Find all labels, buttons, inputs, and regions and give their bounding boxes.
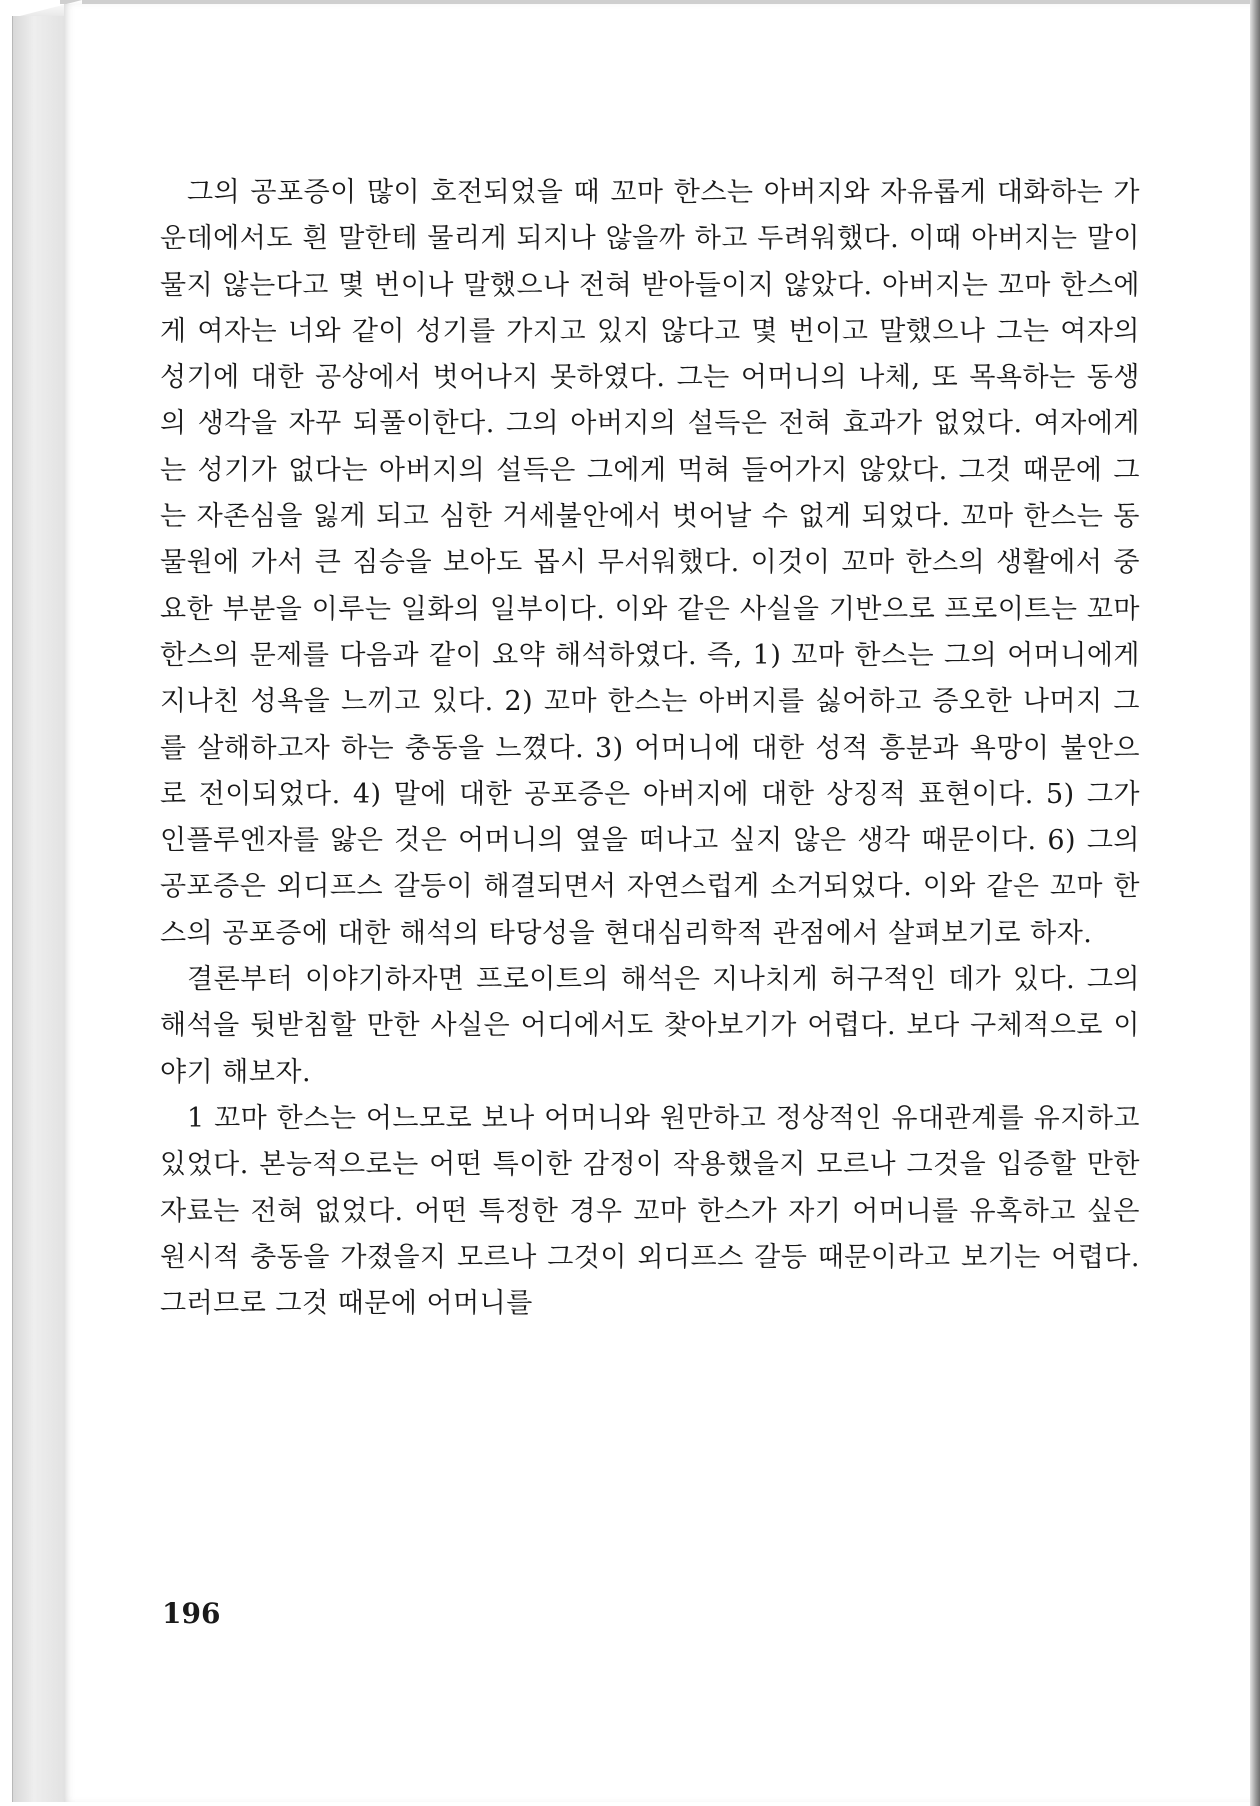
book-right-edge (1250, 0, 1260, 1806)
paragraph-1: 그의 공포증이 많이 호전되었을 때 꼬마 한스는 아버지와 자유롭게 대화하는 가운데에서도 흰 말한테 물리게 되지나 않을까 하고 두려워했다. 이때 아버지는 말이 물지 않는다고 몇 번이나 말했으나 전혀 받아들이지 않았다. 아버지는 꼬마 한스에게 여자는 너와 같이 성기를 가지고 있지 않다고 몇 번이고 말했으나 그는 여자의 성기에 대한 공상에서 벗어나지 못하였다. 그는 어머니의 나체, 또 목욕하는 동생의 생각을 자꾸 되풀이한다. 그의 아버지의 설득은 전혀 효과가 없었다. 여자에게는 성기가 없다는 아버지의 설득은 그에게 먹혀 들어가지 않았다. 그것 때문에 그는 자존심을 잃게 되고 심한 거세불안에서 벗어날 수 없게 되었다. 꼬마 한스는 동물원에 가서 큰 짐승을 보아도 몹시 무서워했다. 이것이 꼬마 한스의 생활에서 중요한 부분을 이루는 일화의 일부이다. 이와 같은 사실을 기반으로 프로이트는 꼬마 한스의 문제를 다음과 같이 요약 해석하였다. 즉, 1) 꼬마 한스는 그의 어머니에게 지나친 성욕을 느끼고 있다. 2) 꼬마 한스는 아버지를 싫어하고 증오한 나머지 그를 살해하고자 하는 충동을 느꼈다. 3) 어머니에 대한 성적 흥분과 욕망이 불안으로 전이되었다. 4) 말에 대한 공포증은 아버지에 대한 상징적 표현이다. 5) 그가 인플루엔자를 앓은 것은 어머니의 옆을 떠나고 싶지 않은 생각 때문이다. 6) 그의 공포증은 외디프스 갈등이 해결되면서 자연스럽게 소거되었다. 이와 같은 꼬마 한스의 공포증에 대한 해석의 타당성을 현대심리학적 관점에서 살펴보기로 하자. (160, 177, 1140, 949)
body-text (160, 170, 1140, 1327)
page-number: 196 (162, 1597, 221, 1630)
book-spine (12, 16, 65, 1802)
paragraph-3: 1 꼬마 한스는 어느모로 보나 어머니와 원만하고 정상적인 유대관계를 유지하고 있었다. 본능적으로는 어떤 특이한 감정이 작용했을지 모르나 그것을 입증할 만한 자료는 전혀 없었다. 어떤 특정한 경우 꼬마 한스가 자기 어머니를 유혹하고 싶은 원시적 충동을 가졌을지 모르나 그것이 외디프스 갈등 때문이라고 보기는 어렵다. 그러므로 그것 때문에 어머니를 (160, 1102, 1140, 1320)
paragraph-2: 결론부터 이야기하자면 프로이트의 해석은 지나치게 허구적인 데가 있다. 그의 해석을 뒷받침할 만한 사실은 어디에서도 찾아보기가 어렵다. 보다 구체적으로 이야기 해보자. (160, 964, 1140, 1088)
